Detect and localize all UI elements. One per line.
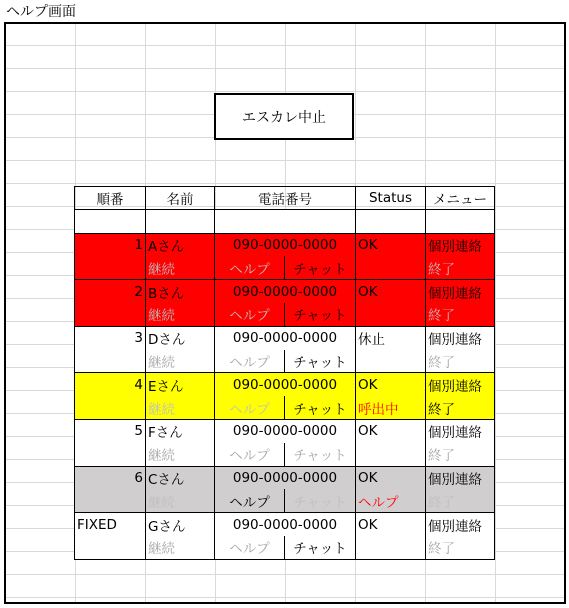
table-row-actions [75,489,495,512]
end-button[interactable]: 終了 [426,536,495,559]
row-order: 2 [75,280,146,303]
header-menu: メニュー [426,187,495,210]
individual-contact-button[interactable]: 個別連絡 [426,373,495,396]
row-phone: 090-0000-0000 [215,280,356,303]
row-status: 休止 [356,326,426,349]
individual-contact-button[interactable]: 個別連絡 [426,513,495,536]
table-row-actions [75,536,495,559]
table-row [75,326,495,349]
header-status: Status [356,187,426,210]
call-list-table [74,186,495,560]
chat-button[interactable]: チャット [285,396,356,419]
row-name: Dさん [146,326,215,349]
header-phone: 電話番号 [215,187,356,210]
end-button[interactable]: 終了 [426,256,495,279]
row-status-sub [356,443,426,466]
individual-contact-button[interactable]: 個別連絡 [426,233,495,256]
row-order: 4 [75,373,146,396]
end-button[interactable]: 終了 [426,350,495,373]
table-row-actions [75,443,495,466]
table-row [75,513,495,536]
table-header-row [75,187,495,210]
continue-button[interactable]: 継続 [146,396,215,419]
individual-contact-button[interactable]: 個別連絡 [426,419,495,442]
chat-button[interactable]: チャット [285,536,356,559]
row-name: Cさん [146,466,215,489]
chat-button[interactable]: チャット [285,443,356,466]
help-button[interactable]: ヘルプ [215,396,285,419]
end-button[interactable]: 終了 [426,303,495,326]
chat-button[interactable]: チャット [285,303,356,326]
page-title: ヘルプ画面 [6,4,76,20]
continue-button[interactable]: 継続 [146,536,215,559]
row-phone: 090-0000-0000 [215,233,356,256]
row-status-help: ヘルプ [356,489,426,512]
row-name: Aさん [146,233,215,256]
chat-button[interactable]: チャット [285,256,356,279]
end-button[interactable]: 終了 [426,489,495,512]
table-row-actions [75,350,495,373]
row-order: 3 [75,326,146,349]
continue-button[interactable]: 継続 [146,350,215,373]
table-row-actions [75,396,495,419]
row-status: OK [356,419,426,442]
row-status-sub [356,350,426,373]
table-row-actions [75,256,495,279]
row-status: OK [356,280,426,303]
row-status-sub [356,256,426,279]
header-order: 順番 [75,187,146,210]
row-name: Eさん [146,373,215,396]
table-row [75,373,495,396]
help-button[interactable]: ヘルプ [215,303,285,326]
row-status: OK [356,373,426,396]
row-order: 5 [75,419,146,442]
table-row [75,419,495,442]
continue-button[interactable]: 継続 [146,256,215,279]
row-phone: 090-0000-0000 [215,513,356,536]
row-status: OK [356,233,426,256]
continue-button[interactable]: 継続 [146,303,215,326]
end-button[interactable]: 終了 [426,443,495,466]
row-order: 6 [75,466,146,489]
escalate-stop-button[interactable]: エスカレ中止 [214,93,354,140]
chat-button[interactable]: チャット [285,350,356,373]
row-status: OK [356,513,426,536]
row-name: Fさん [146,419,215,442]
row-order: FIXED [75,513,146,536]
table-row [75,280,495,303]
row-status-sub [356,303,426,326]
row-status-calling: 呼出中 [356,396,426,419]
row-status: OK [356,466,426,489]
help-button[interactable]: ヘルプ [215,443,285,466]
blank-row [75,210,495,233]
table-row [75,466,495,489]
row-order: 1 [75,233,146,256]
row-name: Gさん [146,513,215,536]
row-name: Bさん [146,280,215,303]
row-phone: 090-0000-0000 [215,326,356,349]
individual-contact-button[interactable]: 個別連絡 [426,280,495,303]
row-phone: 090-0000-0000 [215,466,356,489]
continue-button[interactable]: 継続 [146,443,215,466]
row-status-sub [356,536,426,559]
end-button[interactable]: 終了 [426,396,495,419]
help-button[interactable]: ヘルプ [215,489,285,512]
individual-contact-button[interactable]: 個別連絡 [426,326,495,349]
help-button[interactable]: ヘルプ [215,256,285,279]
help-button[interactable]: ヘルプ [215,350,285,373]
help-button[interactable]: ヘルプ [215,536,285,559]
table-row-actions [75,303,495,326]
row-phone: 090-0000-0000 [215,419,356,442]
chat-button[interactable]: チャット [285,489,356,512]
row-phone: 090-0000-0000 [215,373,356,396]
header-name: 名前 [146,187,215,210]
table-row [75,233,495,256]
individual-contact-button[interactable]: 個別連絡 [426,466,495,489]
continue-button[interactable]: 継続 [146,489,215,512]
